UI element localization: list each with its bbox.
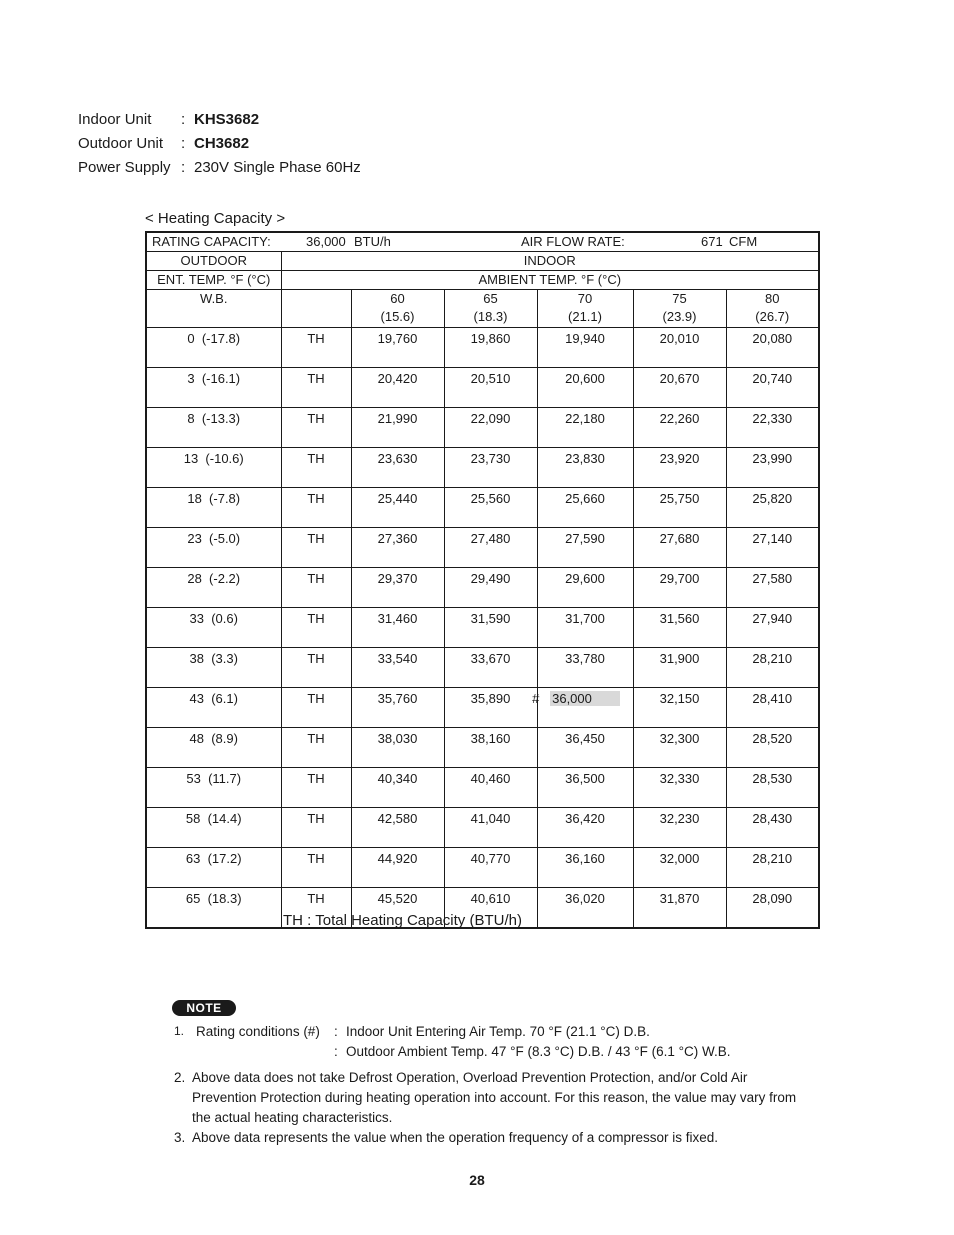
rating-capacity-label: RATING CAPACITY: [152, 234, 271, 249]
spec-label: Power Supply [78, 159, 171, 176]
capacity-value-cell: 31,900 [633, 648, 726, 688]
capacity-value-cell: 40,460 [444, 768, 537, 808]
column-temp-c: (23.9) [662, 309, 697, 324]
capacity-value-cell: 22,090 [444, 408, 537, 448]
column-temp-f: 60 [390, 291, 405, 306]
rated-capacity-value: 36,000 [550, 691, 620, 706]
capacity-value-cell: 28,210 [726, 848, 819, 888]
indoor-temp-column-header [351, 290, 444, 328]
heating-capacity-table [145, 231, 820, 929]
column-temp-c: (15.6) [380, 309, 415, 324]
outdoor-wb-temp-cell: 48 (8.9) [146, 728, 281, 768]
capacity-value-cell: 31,700 [537, 608, 633, 648]
capacity-type-cell: TH [281, 488, 351, 528]
capacity-value-cell: 27,480 [444, 528, 537, 568]
table-row [146, 488, 819, 528]
capacity-value-cell: 27,680 [633, 528, 726, 568]
spec-label: Outdoor Unit [78, 135, 164, 152]
capacity-value-cell: 31,870 [633, 888, 726, 929]
capacity-value-cell: 29,370 [351, 568, 444, 608]
capacity-value-cell: 19,760 [351, 328, 444, 368]
indoor-temp-column-header [633, 290, 726, 328]
capacity-value-cell: 41,040 [444, 808, 537, 848]
air-flow-label: AIR FLOW RATE: [521, 234, 625, 249]
column-temp-f: 75 [672, 291, 687, 306]
capacity-type-cell: TH [281, 328, 351, 368]
column-temp-c: (18.3) [473, 309, 508, 324]
table-row [146, 328, 819, 368]
capacity-value-cell: 32,230 [633, 808, 726, 848]
capacity-value-cell: 25,660 [537, 488, 633, 528]
rating-capacity-value: 36,000 [306, 234, 346, 249]
outdoor-header: OUTDOOR [146, 252, 281, 271]
capacity-value-cell: 22,180 [537, 408, 633, 448]
outdoor-wb-temp-cell: 38 (3.3) [146, 648, 281, 688]
table-row [146, 448, 819, 488]
capacity-value-cell: 31,560 [633, 608, 726, 648]
capacity-value-cell: 36,160 [537, 848, 633, 888]
section-title: < Heating Capacity > [145, 210, 286, 227]
column-header-row [146, 290, 819, 328]
note-1-number: 1. [174, 1024, 185, 1038]
note-3-number: 3. [174, 1130, 186, 1145]
capacity-value-cell: 20,080 [726, 328, 819, 368]
capacity-value-cell: 28,520 [726, 728, 819, 768]
spec-value: CH3682 [194, 135, 250, 152]
rating-capacity-unit: BTU/h [354, 234, 391, 249]
table-row [146, 848, 819, 888]
capacity-value-cell: 40,340 [351, 768, 444, 808]
wb-header: W.B. [146, 290, 281, 328]
note-badge: NOTE [172, 1000, 236, 1016]
capacity-value-cell: 35,760 [351, 688, 444, 728]
capacity-value-cell: 35,890 [444, 688, 537, 728]
capacity-value-cell: 25,750 [633, 488, 726, 528]
capacity-value-cell: 20,010 [633, 328, 726, 368]
note-1-label: Rating conditions (#) [196, 1024, 320, 1039]
outdoor-wb-temp-cell: 33 (0.6) [146, 608, 281, 648]
capacity-value-cell: 36,020 [537, 888, 633, 929]
spec-colon: : [181, 111, 186, 128]
capacity-value-cell: 28,410 [726, 688, 819, 728]
spec-outdoor-unit [78, 135, 249, 153]
capacity-value-cell: 40,770 [444, 848, 537, 888]
capacity-type-cell: TH [281, 888, 351, 929]
outdoor-wb-temp-cell: 63 (17.2) [146, 848, 281, 888]
table-row [146, 568, 819, 608]
capacity-type-cell: TH [281, 728, 351, 768]
indoor-temp-column-header [726, 290, 819, 328]
outdoor-wb-temp-cell: 53 (11.7) [146, 768, 281, 808]
note-2-number: 2. [174, 1070, 186, 1085]
table-row [146, 408, 819, 448]
capacity-value-cell: 27,360 [351, 528, 444, 568]
outdoor-wb-temp-cell: 3 (-16.1) [146, 368, 281, 408]
capacity-value-cell: 23,830 [537, 448, 633, 488]
capacity-value-cell: 32,300 [633, 728, 726, 768]
capacity-value-cell: 29,490 [444, 568, 537, 608]
outdoor-wb-temp-cell: 65 (18.3) [146, 888, 281, 929]
type-header [281, 290, 351, 328]
spec-label: Indoor Unit [78, 111, 152, 128]
capacity-value-cell: 27,590 [537, 528, 633, 568]
capacity-type-cell: TH [281, 368, 351, 408]
capacity-value-cell [532, 688, 633, 728]
capacity-value-cell: 25,560 [444, 488, 537, 528]
ambient-temp-header: AMBIENT TEMP. °F (°C) [281, 271, 819, 290]
table-row [146, 648, 819, 688]
capacity-value-cell: 27,580 [726, 568, 819, 608]
capacity-type-cell: TH [281, 448, 351, 488]
table-row [146, 768, 819, 808]
note-3-text: Above data represents the value when the operation frequency of a compressor is fixed. [192, 1130, 719, 1145]
capacity-value-cell: 36,500 [537, 768, 633, 808]
table-row [146, 368, 819, 408]
spec-colon: : [181, 159, 186, 176]
rating-condition-marker: # [532, 691, 540, 706]
capacity-type-cell: TH [281, 688, 351, 728]
rating-row [146, 232, 819, 252]
capacity-value-cell: 31,460 [351, 608, 444, 648]
capacity-value-cell: 36,420 [537, 808, 633, 848]
capacity-type-cell: TH [281, 568, 351, 608]
capacity-value-cell: 28,210 [726, 648, 819, 688]
rated-capacity-highlight [532, 690, 620, 707]
capacity-value-cell: 29,600 [537, 568, 633, 608]
outdoor-wb-temp-cell: 23 (-5.0) [146, 528, 281, 568]
capacity-value-cell: 28,430 [726, 808, 819, 848]
capacity-value-cell: 42,580 [351, 808, 444, 848]
capacity-value-cell: 36,450 [537, 728, 633, 768]
capacity-value-cell: 23,990 [726, 448, 819, 488]
outdoor-wb-temp-cell: 28 (-2.2) [146, 568, 281, 608]
capacity-value-cell: 20,670 [633, 368, 726, 408]
capacity-value-cell: 28,090 [726, 888, 819, 929]
capacity-value-cell: 25,440 [351, 488, 444, 528]
capacity-value-cell: 32,330 [633, 768, 726, 808]
capacity-type-cell: TH [281, 648, 351, 688]
capacity-value-cell: 20,510 [444, 368, 537, 408]
capacity-value-cell: 31,590 [444, 608, 537, 648]
air-flow-unit: CFM [729, 234, 758, 249]
indoor-header: INDOOR [281, 252, 819, 271]
outdoor-wb-temp-cell: 13 (-10.6) [146, 448, 281, 488]
capacity-value-cell: 29,700 [633, 568, 726, 608]
capacity-value-cell: 25,820 [726, 488, 819, 528]
capacity-value-cell: 20,740 [726, 368, 819, 408]
indoor-temp-column-header [444, 290, 537, 328]
air-flow-value: 671 [701, 234, 723, 249]
capacity-value-cell: 22,330 [726, 408, 819, 448]
column-temp-f: 70 [577, 291, 593, 306]
capacity-type-cell: TH [281, 768, 351, 808]
capacity-value-cell: 27,140 [726, 528, 819, 568]
outdoor-wb-temp-cell: 58 (14.4) [146, 808, 281, 848]
spec-value: KHS3682 [194, 111, 260, 128]
note-2-text: Above data does not take Defrost Operation, Overload Prevention Protection, and/or Cold Air Prevention Protection during heating operation into account. For this reason, the value may vary from the actual heating characteristics. [192, 1070, 797, 1125]
table-row [146, 808, 819, 848]
capacity-value-cell: 32,000 [633, 848, 726, 888]
capacity-value-cell: 33,780 [537, 648, 633, 688]
capacity-value-cell: 23,630 [351, 448, 444, 488]
capacity-value-cell: 45,520 [351, 888, 444, 929]
footnote: TH : Total Heating Capacity (BTU/h) [283, 912, 522, 929]
spec-power-supply [78, 159, 361, 177]
capacity-type-cell: TH [281, 848, 351, 888]
capacity-value-cell: 27,940 [726, 608, 819, 648]
capacity-type-cell: TH [281, 408, 351, 448]
header-row-2 [146, 271, 819, 290]
capacity-value-cell: 23,920 [633, 448, 726, 488]
note-1-colon: : [334, 1044, 338, 1059]
capacity-value-cell: 32,150 [633, 688, 726, 728]
table-row [146, 528, 819, 568]
rating-cell [146, 232, 819, 252]
indoor-temp-column-header [537, 290, 633, 328]
capacity-value-cell: 33,540 [351, 648, 444, 688]
column-temp-f: 65 [483, 291, 498, 306]
spec-indoor-unit [78, 111, 259, 129]
outdoor-wb-temp-cell: 43 (6.1) [146, 688, 281, 728]
capacity-value-cell: 20,600 [537, 368, 633, 408]
ent-temp-header: ENT. TEMP. °F (°C) [146, 271, 281, 290]
capacity-value-cell: 33,670 [444, 648, 537, 688]
capacity-value-cell: 44,920 [351, 848, 444, 888]
spec-value: 230V Single Phase 60Hz [194, 159, 361, 176]
table-row [146, 688, 819, 728]
table-row [146, 728, 819, 768]
capacity-value-cell: 23,730 [444, 448, 537, 488]
capacity-value-cell: 21,990 [351, 408, 444, 448]
capacity-value-cell: 38,030 [351, 728, 444, 768]
capacity-type-cell: TH [281, 808, 351, 848]
column-temp-c: (26.7) [755, 309, 790, 324]
spec-colon: : [181, 135, 186, 152]
capacity-value-cell: 20,420 [351, 368, 444, 408]
capacity-value-cell: 22,260 [633, 408, 726, 448]
header-row-1 [146, 252, 819, 271]
capacity-value-cell: 40,610 [444, 888, 537, 929]
note-1-line-1: Indoor Unit Entering Air Temp. 70 °F (21.1 °C) D.B. [346, 1024, 650, 1039]
capacity-value-cell: 19,860 [444, 328, 537, 368]
capacity-value-cell: 28,530 [726, 768, 819, 808]
capacity-type-cell: TH [281, 608, 351, 648]
capacity-type-cell: TH [281, 528, 351, 568]
column-temp-f: 80 [765, 291, 780, 306]
note-1-colon: : [334, 1024, 338, 1039]
outdoor-wb-temp-cell: 8 (-13.3) [146, 408, 281, 448]
note-1-line-2: Outdoor Ambient Temp. 47 °F (8.3 °C) D.B. / 43 °F (6.1 °C) W.B. [346, 1044, 731, 1059]
outdoor-wb-temp-cell: 0 (-17.8) [146, 328, 281, 368]
capacity-value-cell: 19,940 [537, 328, 633, 368]
outdoor-wb-temp-cell: 18 (-7.8) [146, 488, 281, 528]
table-row [146, 608, 819, 648]
column-temp-c: (21.1) [568, 309, 602, 324]
page-number: 28 [469, 1172, 485, 1188]
capacity-value-cell: 38,160 [444, 728, 537, 768]
